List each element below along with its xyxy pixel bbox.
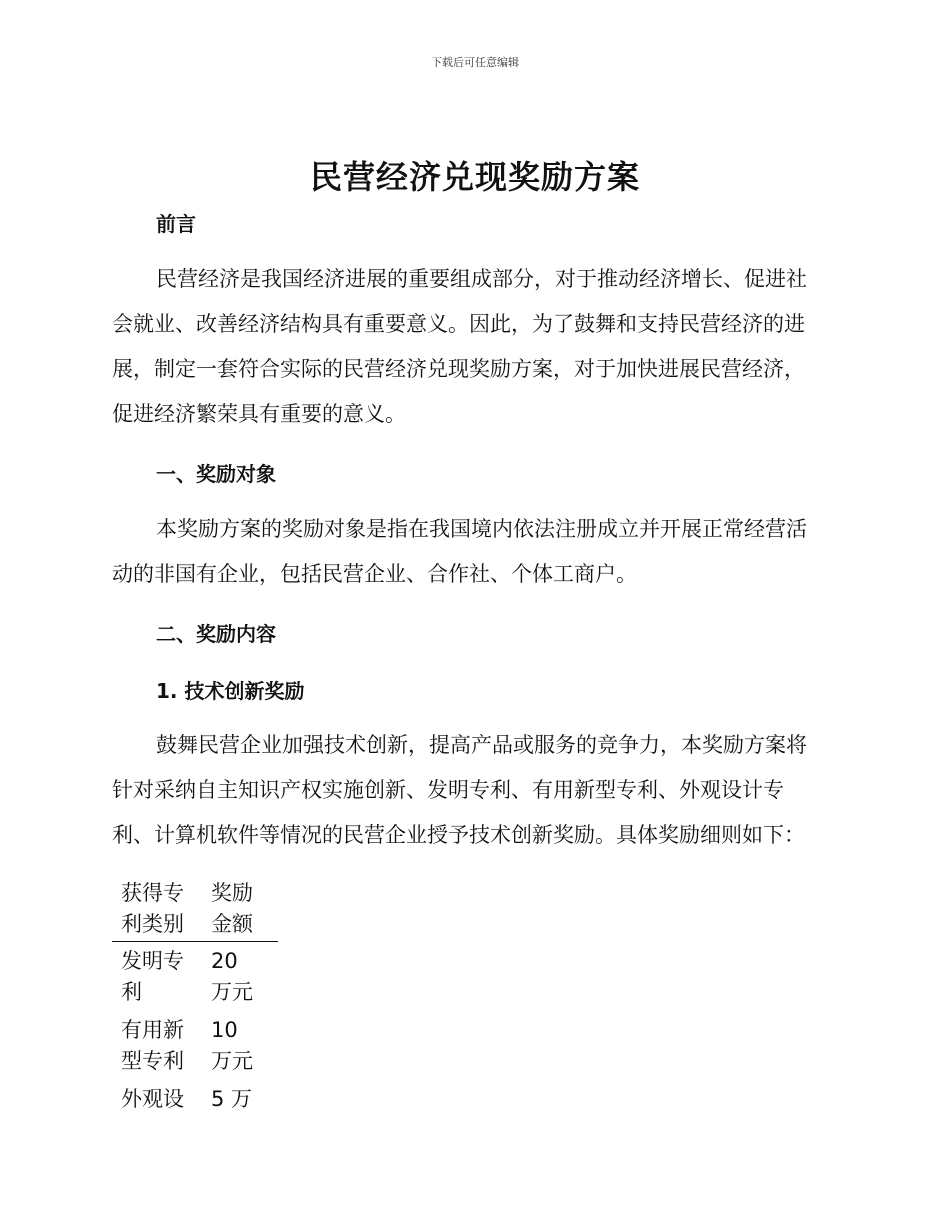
section-heading-award-content: 二、奖励内容 bbox=[156, 622, 276, 646]
preface-heading: 前言 bbox=[156, 212, 196, 236]
header-note: 下载后可任意编辑 bbox=[431, 56, 519, 69]
table-cell: 10 万元 bbox=[211, 1018, 253, 1073]
table-header-row bbox=[112, 878, 278, 942]
tech-innovation-paragraph bbox=[112, 723, 832, 858]
section-heading-award-object: 一、奖励对象 bbox=[156, 462, 276, 486]
preface-paragraph bbox=[112, 257, 832, 437]
paragraph-line: 利、计算机软件等情况的民营企业授予技术创新奖励。具体奖励细则如下： bbox=[112, 823, 805, 847]
subsection-heading-tech-innovation: 1. 技术创新奖励 bbox=[156, 679, 305, 703]
table-cell: 20 万元 bbox=[211, 949, 253, 1004]
table-cell: 外观设 bbox=[121, 1087, 184, 1111]
paragraph-line: 会就业、改善经济结构具有重要意义。因此，为了鼓舞和支持民营经济的进 bbox=[112, 312, 805, 336]
paragraph-line: 展，制定一套符合实际的民营经济兑现奖励方案，对于加快进展民营经济， bbox=[112, 357, 805, 381]
table-cell: 有用新 型专利 bbox=[121, 1018, 184, 1073]
table-row bbox=[112, 1011, 278, 1080]
paragraph-line: 鼓舞民营企业加强技术创新，提高产品或服务的竞争力，本奖励方案将 bbox=[156, 733, 807, 757]
table-row bbox=[112, 1080, 278, 1118]
column-header-patent-type: 获得专 利类别 bbox=[112, 878, 211, 942]
paragraph-line: 本奖励方案的奖励对象是指在我国境内依法注册成立并开展正常经营活 bbox=[156, 517, 807, 541]
document-title: 民营经济兑现奖励方案 bbox=[309, 158, 640, 196]
table-cell: 5 万 bbox=[211, 1087, 253, 1111]
table-cell: 发明专 利 bbox=[121, 949, 184, 1004]
paragraph-line: 民营经济是我国经济进展的重要组成部分，对于推动经济增长、促进社 bbox=[156, 267, 807, 291]
paragraph-line: 促进经济繁荣具有重要的意义。 bbox=[112, 402, 406, 426]
award-object-paragraph bbox=[112, 507, 832, 597]
table-row bbox=[112, 942, 278, 1012]
column-header-award-amount: 奖励 金额 bbox=[211, 878, 278, 942]
paragraph-line: 动的非国有企业，包括民营企业、合作社、个体工商户。 bbox=[112, 562, 637, 586]
paragraph-line: 针对采纳自主知识产权实施创新、发明专利、有用新型专利、外观设计专 bbox=[112, 778, 784, 802]
award-table bbox=[112, 878, 278, 1118]
